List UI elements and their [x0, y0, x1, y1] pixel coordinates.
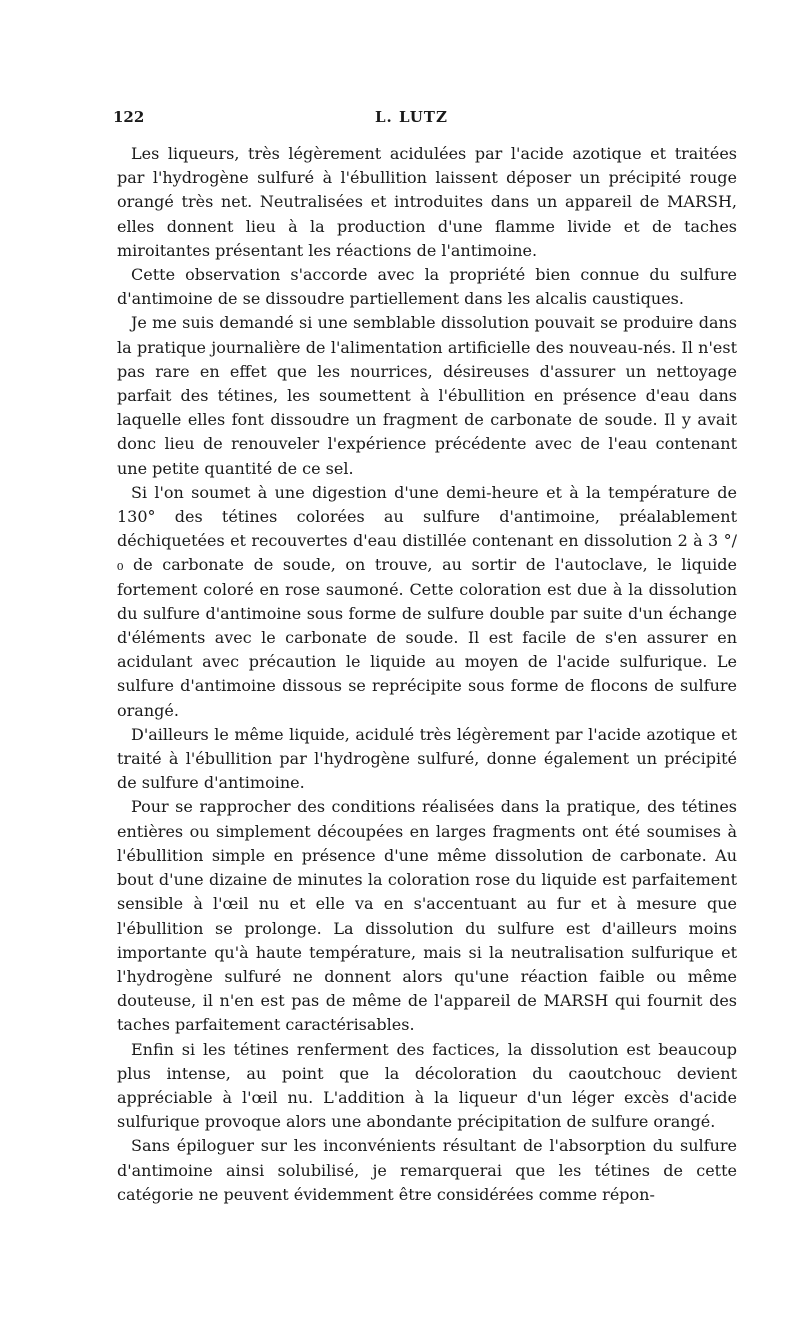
paragraph-4: Si l'on soumet à une digestion d'une demi-heure et à la température de 130° des tétines colorées au sulfure d'antimoine, préalablement déchiquetées et recouvertes d'eau distillée contenant en dissolution 2 à 3 °/₀ de carbonate de soude, on trouve, au sortir de l'autoclave, le liquide fortement coloré en rose saumoné. Cette coloration est due à la dissolution du sulfure d'antimoine sous forme de sulfure double par suite d'un échange d'éléments avec le carbonate de soude. Il est facile de s'en assurer en acidulant avec précaution le liquide au moyen de l'acide sulfurique. Le sulfure d'antimoine dissous se reprécipite sous forme de flocons de sulfure orangé. [117, 482, 737, 720]
running-head [113, 108, 737, 134]
paragraph-1: Les liqueurs, très légèrement acidulées par l'acide azotique et traitées par l'hydrogène sulfuré à l'ébullition laissent déposer un précipité rouge orangé très net. Neutralisées et introduites dans un appareil de MARSH, elles donnent lieu à la production d'une flamme livide et de taches miroitantes présentant les réactions de l'antimoine. [117, 144, 737, 260]
body-text [117, 142, 737, 1207]
paragraph-3: Je me suis demandé si une semblable dissolution pouvait se produire dans la pratique journalière de l'alimentation artificielle des nouveau-nés. Il n'est pas rare en effet que les nourrices, désireuses d'assurer un nettoyage parfait des tétines, les soumettent à l'ébullition en présence d'eau dans laquelle elles font dissoudre un fragment de carbonate de soude. Il y avait donc lieu de renouveler l'expérience précédente avec de l'eau contenant une petite quantité de ce sel. [117, 313, 737, 478]
paragraph-6: Pour se rapprocher des conditions réalisées dans la pratique, des tétines entières ou simplement découpées en larges fragments ont été soumises à l'ébullition simple en présence d'une même dissolution de carbonate. Au bout d'une dizaine de minutes la coloration rose du liquide est parfaitement sensible à l'œil nu et elle va en s'accentuant au fur et à mesure que l'ébullition se prolonge. La dissolution du sulfure est d'ailleurs moins importante qu'à haute température, mais si la neutralisation sulfurique et l'hydrogène sulfuré ne donnent alors qu'une réaction faible ou même douteuse, il n'en est pas de même de l'appareil de MARSH qui fournit des taches parfaitement caractérisables. [117, 797, 737, 1035]
paragraph-5: D'ailleurs le même liquide, acidulé très légèrement par l'acide azotique et traité à l'ébullition par l'hydrogène sulfuré, donne également un précipité de sulfure d'antimoine. [117, 724, 737, 793]
paragraph-2: Cette observation s'accorde avec la propriété bien connue du sulfure d'antimoine de se dissoudre partiellement dans les alcalis caustiques. [117, 265, 737, 309]
paragraph-8: Sans épiloguer sur les inconvénients résultant de l'absorption du sulfure d'antimoine ainsi solubilisé, je remarquerai que les tétines de cette catégorie ne peuvent évidemment être considérées comme répon- [117, 1136, 737, 1204]
paragraph-7: Enfin si les tétines renferment des factices, la dissolution est beaucoup plus intense, au point que la décoloration du caoutchouc devient appréciable à l'œil nu. L'addition à la liqueur d'un léger excès d'acide sulfurique provoque alors une abondante précipitation de sulfure orangé. [117, 1039, 737, 1132]
book-page [113, 108, 737, 1207]
author-header: L. LUTZ [375, 108, 448, 126]
page-number: 122 [113, 108, 145, 126]
